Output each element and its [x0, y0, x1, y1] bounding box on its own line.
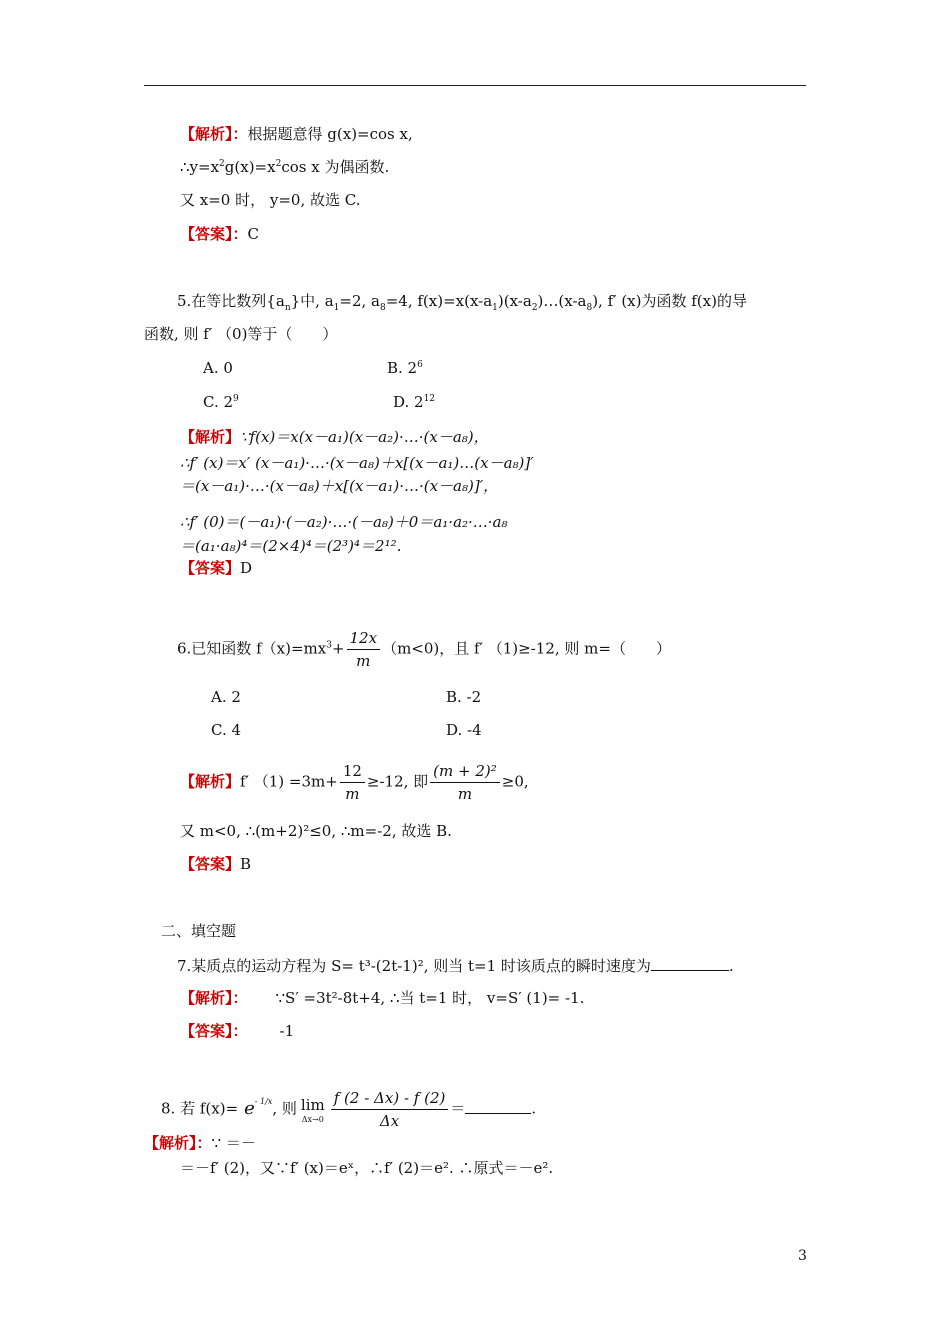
solution-line: 【解析】： ∵S′ =3t²-8t+4, ∴当 t=1 时， v=S′ (1)= -1.: [180, 989, 585, 1007]
solution-line: 又 m<0, ∴(m+2)²≤0, ∴m=-2, 故选 B.: [180, 822, 452, 840]
option-d: D. -4: [446, 721, 482, 739]
fraction: $\frac{f (2 - \Delta x) - f (2)}{\Delta x}$: [331, 1088, 449, 1131]
solution-label: 【解析】: [180, 772, 241, 791]
solution-label: 【解析】：: [144, 1134, 212, 1152]
solution-label: 【解析】：: [180, 125, 248, 143]
answer-line: [180, 225, 259, 243]
limit-operator: lim Δx→0: [300, 1095, 325, 1124]
option-a: A. 2: [211, 688, 241, 706]
section-title: 二、填空题: [161, 922, 237, 940]
answer-blank[interactable]: [651, 956, 729, 971]
solution-label: 【解析】：: [180, 989, 248, 1007]
answer-blank[interactable]: [465, 1099, 531, 1114]
solution-line: 【解析】：∵ ＝－: [144, 1134, 256, 1152]
question-6: 6.已知函数 $f(x)=mx^3+$ $\frac{12x}{m}$ （m<0)，且 f′ （1)≥-12, 则 m=（ ）: [177, 629, 671, 670]
fraction: $\frac{\text{(m + 2)²}}{m}$: [430, 761, 500, 804]
page-number: 3: [798, 1248, 807, 1264]
solution-line: ＝(x－a₁)·…·(x－a₈)＋x[(x－a₁)·…·(x－a₈)]′，: [180, 477, 499, 495]
answer-value: B: [240, 855, 252, 873]
answer-line: [180, 1022, 294, 1040]
question-8: 8. 若 $f(x)= e^{- 1/x}$, 则 lim Δx→0 $\frac{f (2 - \Delta x) - f (2)}{\Delta x}$ ＝ .: [161, 1089, 537, 1130]
option-b: B. -2: [446, 688, 482, 706]
answer-label: 【答案】: [180, 855, 241, 873]
answer-value: -1: [279, 1022, 295, 1040]
answer-label: 【答案】：: [180, 225, 248, 243]
answer-label: 【答案】：: [180, 1022, 248, 1040]
header-rule: [144, 85, 806, 86]
solution-line: ＝－f′ (2)，又∵f′ (x)＝eˣ，∴f′ (2)＝e². ∴原式＝－e².: [180, 1159, 554, 1177]
solution-label: 【解析】: [180, 428, 241, 446]
solution-line: $\therefore y=x^2g(x)=x^2\cos$ x 为偶函数.: [180, 158, 390, 176]
answer-value: D: [240, 559, 253, 577]
solution-line: 【解析】∵f(x)＝x(x－a₁)(x－a₂)·…·(x－a₈)，: [180, 428, 489, 446]
answer-label: 【答案】: [180, 559, 241, 577]
solution-line: 【解析】f′ （1) =3m+ $\frac{12}{m}$ ≥-12, 即 $\frac{\text{(m + 2)²}}{m}$ ≥0,: [180, 762, 529, 803]
solution-line: ∴f′ (x)＝x′ (x－a₁)·…·(x－a₈)＋x[(x－a₁)…(x－a₈)]′: [180, 454, 534, 472]
answer-value: C: [247, 225, 259, 243]
question-5-line-2: 函数, 则 f′ （0)等于（ ）: [144, 325, 338, 343]
solution-line: 又 x=0 时， y=0, 故选 C.: [180, 191, 361, 209]
option-a: A. 0: [203, 359, 233, 377]
solution-line: ∴f′ (0)＝(－a₁)·(－a₂)·…·(－a₈)＋0＝a₁·a₂·…·a₈: [180, 513, 508, 531]
question-5-line-1: 5.在等比数列$\{a_n\}$中, $a_1=2$, $a_8=4$, $f(x)=x(x-a_1)(x-a_2)\dots(x-a_8)$, f′ (x)为函数 f(x)的导: [177, 292, 747, 313]
answer-line: [180, 855, 251, 873]
fraction: $\frac{12x}{m}$: [347, 628, 381, 671]
answer-line: [180, 559, 252, 577]
solution-line: ＝(a₁·a₈)⁴＝(2×4)⁴＝(2³)⁴＝2¹².: [180, 537, 402, 555]
solution-line: [180, 125, 413, 143]
option-c: C. $2^9$: [203, 393, 239, 411]
option-c: C. 4: [211, 721, 242, 739]
option-d: D. $2^{12}$: [393, 393, 436, 411]
option-b: B. $2^6$: [387, 359, 423, 377]
question-7: 7.某质点的运动方程为 S= t³-(2t-1)², 则当 t=1 时该质点的瞬时速度为 .: [177, 957, 734, 975]
solution-text: 根据题意得 g(x)=cos x,: [247, 125, 413, 143]
fraction: $\frac{12}{m}$: [340, 761, 365, 804]
